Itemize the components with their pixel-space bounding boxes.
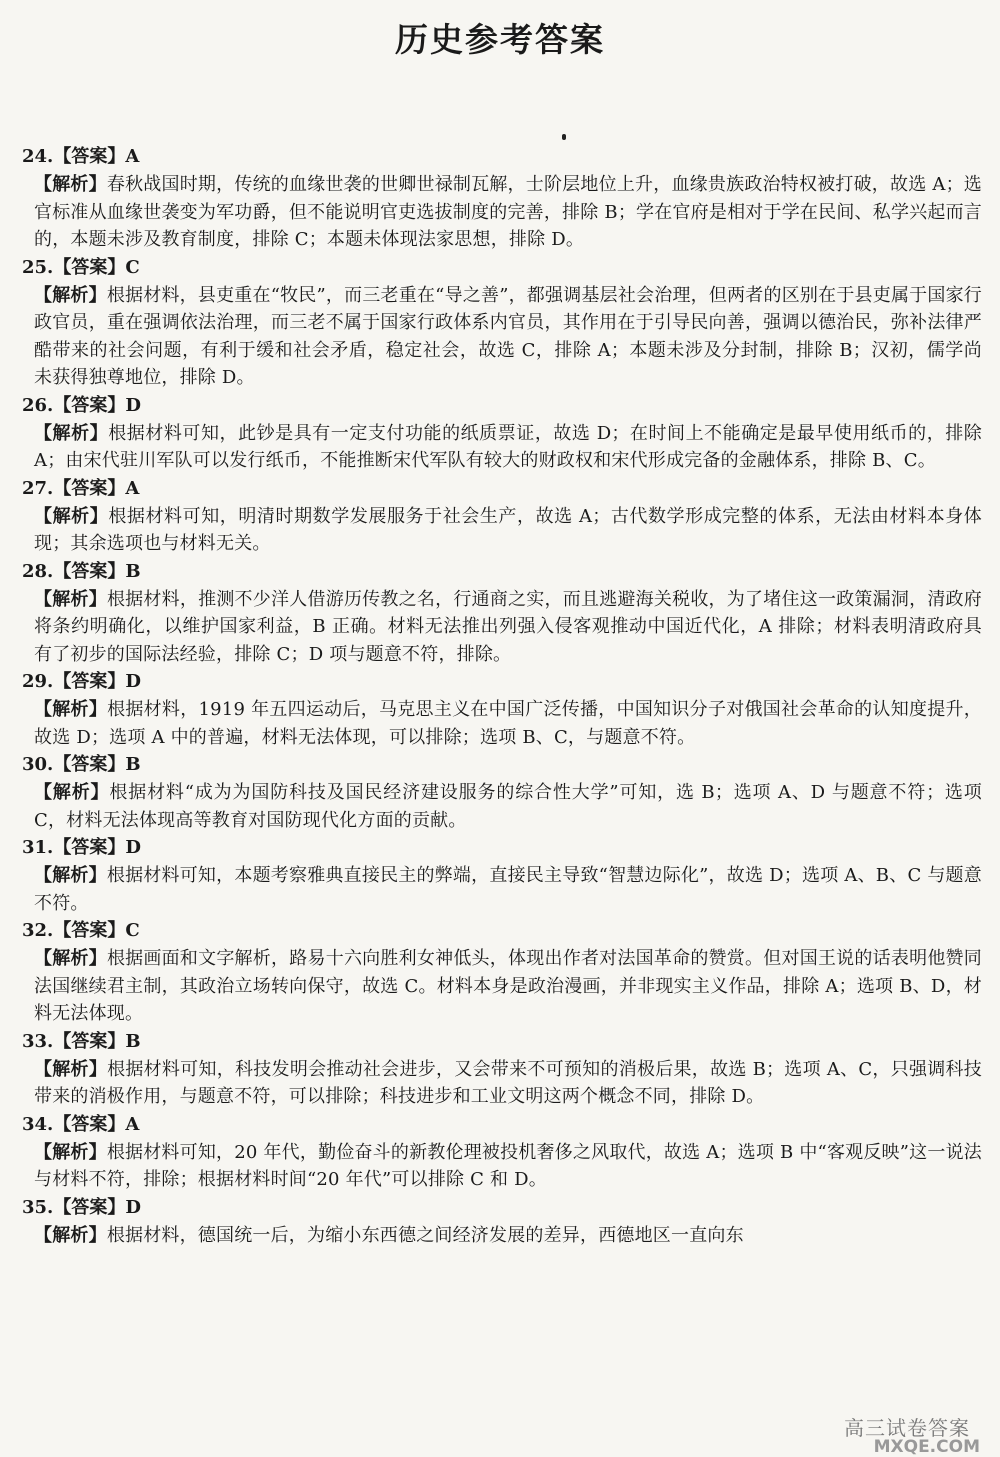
stray-mark (562, 134, 566, 140)
answer-letter: A (125, 1113, 140, 1135)
answer-tag: 【答案】 (53, 837, 126, 858)
analysis-tag: 【解析】 (34, 284, 107, 306)
question-number: 30. (22, 754, 54, 775)
answer-letter: C (125, 920, 140, 941)
analysis-paragraph (22, 1139, 982, 1194)
question-number: 26. (22, 394, 54, 416)
answer-letter: A (125, 477, 140, 499)
analysis-text: 根据材料，德国统一后，为缩小东西德之间经济发展的差异，西德地区一直向东 (106, 1224, 744, 1246)
answer-letter: D (125, 837, 141, 858)
analysis-paragraph (22, 945, 982, 1028)
answer-letter: D (125, 671, 141, 692)
analysis-paragraph (22, 1056, 982, 1111)
analysis-paragraph (22, 503, 982, 558)
analysis-tag: 【解析】 (34, 948, 107, 969)
question-number: 28. (22, 560, 54, 582)
question-number: 27. (22, 477, 54, 499)
answer-item (22, 254, 982, 392)
analysis-paragraph (22, 862, 982, 917)
question-number: 34. (22, 1113, 54, 1135)
analysis-paragraph (22, 171, 982, 254)
answer-tag: 【答案】 (53, 671, 126, 692)
analysis-tag: 【解析】 (34, 174, 107, 195)
answer-item (22, 392, 982, 475)
answer-letter: C (125, 256, 140, 278)
analysis-text: 根据材料可知，20 年代，勤俭奋斗的新教伦理被投机奢侈之风取代，故选 A；选项 B 中“客观反映”这一说法与材料不符，排除；根据材料时间“20 年代”可以排除 C 和 D。 (34, 1141, 982, 1190)
answer-tag: 【答案】 (53, 920, 126, 941)
analysis-tag: 【解析】 (34, 422, 109, 444)
answer-tag: 【答案】 (53, 146, 126, 167)
answer-item (22, 558, 982, 669)
analysis-tag: 【解析】 (34, 782, 110, 803)
answer-item (22, 475, 982, 558)
answer-letter: D (125, 394, 141, 416)
answer-line (22, 834, 982, 862)
answer-line (22, 917, 982, 945)
answer-item (22, 1111, 982, 1194)
answer-tag: 【答案】 (53, 560, 126, 582)
answer-item (22, 834, 982, 917)
answer-tag: 【答案】 (53, 1196, 126, 1218)
answer-line (22, 475, 982, 503)
answer-line (22, 751, 982, 779)
answer-item (22, 751, 982, 834)
answer-tag: 【答案】 (53, 754, 126, 775)
answer-list (22, 143, 982, 1249)
answer-tag: 【答案】 (53, 1113, 126, 1135)
watermark-url: MXQE.COM (873, 1437, 980, 1457)
analysis-tag: 【解析】 (34, 505, 109, 527)
analysis-paragraph (22, 586, 982, 669)
analysis-paragraph (22, 696, 982, 751)
analysis-tag: 【解析】 (34, 865, 107, 886)
analysis-paragraph (22, 779, 982, 834)
answer-line (22, 1028, 982, 1056)
analysis-tag: 【解析】 (34, 1058, 108, 1080)
answer-letter: B (125, 560, 141, 582)
question-number: 29. (22, 671, 54, 692)
analysis-text: 根据材料可知，本题考察雅典直接民主的弊端，直接民主导致“智慧边际化”，故选 D；选项 A、B、C 与题意不符。 (34, 865, 982, 914)
page-title: 历史参考答案 (395, 20, 605, 59)
answer-line (22, 1194, 982, 1222)
analysis-paragraph (22, 282, 982, 392)
analysis-text: 根据画面和文字解析，路易十六向胜利女神低头，体现出作者对法国革命的赞赏。但对国王说的话表明他赞同法国继续君主制，其政治立场转向保守，故选 C。材料本身是政治漫画，并非现实主义作品，排除 A；选项 B、D，材料无法体现。 (34, 948, 982, 1024)
answer-item (22, 143, 982, 254)
analysis-text: 根据材料可知，科技发明会推动社会进步，又会带来不可预知的消极后果，故选 B；选项 A、C，只强调科技带来的消极作用，与题意不符，可以排除；科技进步和工业文明这两个概念不同，排除 D。 (34, 1058, 982, 1107)
answer-letter: A (125, 146, 140, 167)
analysis-text: 根据材料，县吏重在“牧民”，而三老重在“导之善”，都强调基层社会治理，但两者的区别在于县吏属于国家行政官员，重在强调依法治理，而三老不属于国家行政体系内官员，其作用在于引导民向善，强调以德治民，弥补法律严酷带来的社会问题，有利于缓和社会矛盾，稳定社会，故选 C，排除 A；本题未涉及分封制，排除 B；汉初，儒学尚未获得独尊地位，排除 D。 (34, 284, 982, 388)
answer-item (22, 1194, 982, 1250)
question-number: 25. (22, 256, 54, 278)
analysis-paragraph (22, 420, 982, 475)
answer-letter: B (125, 754, 141, 775)
analysis-text: 根据材料“成为为国防科技及国民经济建设服务的综合性大学”可知，选 B；选项 A、D 与题意不符；选项 C，材料无法体现高等教育对国防现代化方面的贡献。 (34, 782, 982, 831)
answer-tag: 【答案】 (53, 477, 126, 499)
answer-item (22, 917, 982, 1028)
answer-item (22, 1028, 982, 1111)
answer-tag: 【答案】 (53, 394, 126, 416)
analysis-text: 春秋战国时期，传统的血缘世袭的世卿世禄制瓦解，士阶层地位上升，血缘贵族政治特权被打破，故选 A；选官标准从血缘世袭变为军功爵，但不能说明官吏选拔制度的完善，排除 B；学在官府是相对于学在民间、私学兴起而言的，本题未涉及教育制度，排除 C；本题未体现法家思想，排除 D。 (34, 174, 982, 250)
question-number: 32. (22, 920, 54, 941)
analysis-text: 根据材料，推测不少洋人借游历传教之名，行通商之实，而且逃避海关税收，为了堵住这一政策漏洞，清政府将条约明确化，以维护国家利益，B 正确。材料无法推出列强入侵客观推动中国近代化，A 排除；材料表明清政府具有了初步的国际法经验，排除 C；D 项与题意不符，排除。 (34, 588, 982, 665)
analysis-text: 根据材料可知，明清时期数学发展服务于社会生产，故选 A；古代数学形成完整的体系，无法由材料本身体现；其余选项也与材料无关。 (34, 505, 982, 554)
answer-line (22, 254, 982, 282)
answer-line (22, 392, 982, 420)
analysis-paragraph (22, 1222, 982, 1250)
analysis-tag: 【解析】 (34, 1141, 107, 1163)
watermark-text: 高三试卷答案 (844, 1416, 970, 1440)
answer-tag: 【答案】 (53, 1030, 126, 1052)
answer-line (22, 143, 982, 171)
analysis-tag: 【解析】 (34, 1224, 107, 1246)
question-number: 24. (22, 146, 54, 167)
answer-line (22, 668, 982, 696)
analysis-tag: 【解析】 (34, 588, 107, 610)
answer-letter: B (125, 1030, 141, 1052)
answer-line (22, 558, 982, 586)
answer-tag: 【答案】 (53, 256, 126, 278)
analysis-text: 根据材料，1919 年五四运动后，马克思主义在中国广泛传播，中国知识分子对俄国社会革命的认知度提升，故选 D；选项 A 中的普遍，材料无法体现，可以排除；选项 B、C，与题意不符。 (34, 699, 982, 748)
analysis-text: 根据材料可知，此钞是具有一定支付功能的纸质票证，故选 D；在时间上不能确定是最早使用纸币的，排除 A；由宋代驻川军队可以发行纸币，不能推断宋代军队有较大的财政权和宋代形成完备的金融体系，排除 B、C。 (34, 422, 982, 471)
analysis-tag: 【解析】 (34, 699, 108, 720)
question-number: 35. (22, 1196, 54, 1218)
question-number: 33. (22, 1030, 54, 1052)
answer-line (22, 1111, 982, 1139)
answer-item (22, 668, 982, 751)
answer-letter: D (125, 1196, 141, 1218)
question-number: 31. (22, 837, 54, 858)
